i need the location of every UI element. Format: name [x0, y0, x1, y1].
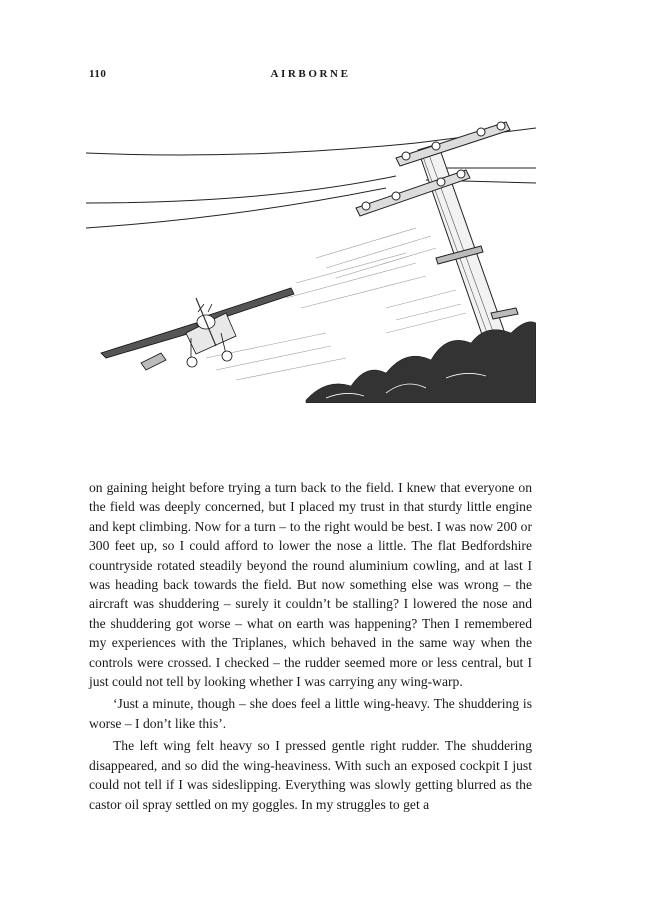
paragraph-2: ‘Just a minute, though – she does feel a little wing-heavy. The shuddering is worse – I don’t like this’. [89, 696, 532, 731]
foliage [306, 322, 536, 403]
page-header [89, 68, 532, 84]
paragraph-1: on gaining height before trying a turn back to the field. I knew that everyone on the field was deeply concerned, but I placed my trust in that sturdy little engine and kept climbing. Now for a turn – to the right would be best. I was now 200 or 300 feet up, so I could afford to lower the nose a little. The flat Bedfordshire countryside rotated steadily beyond the round aluminium cowling, and at last I was heading back towards the field. But now something else was wrong – the aircraft was shuddering – surely it couldn’t be stalling? I lowered the nose and the shuddering got worse – what on earth was happening? Then I remembered my experiences with the Triplanes, which behaved in the same way when the controls were crossed. I checked – the rudder seemed more or less central, but I just could not tell by looking whether I was carrying any wing-warp. [89, 480, 532, 690]
body-text [89, 478, 532, 814]
running-title: AIRBORNE [270, 68, 351, 80]
page-number: 110 [89, 68, 107, 80]
monoplane [101, 288, 294, 370]
paragraph-3: The left wing felt heavy so I pressed gentle right rudder. The shuddering disappeared, and so did the wing-heaviness. With such an exposed cockpit I just could not tell if I was sideslipping. Everything was slowly getting blurred as the castor oil spray settled on my goggles. In my struggles to get a [89, 738, 532, 812]
aircraft-illustration [86, 108, 536, 403]
